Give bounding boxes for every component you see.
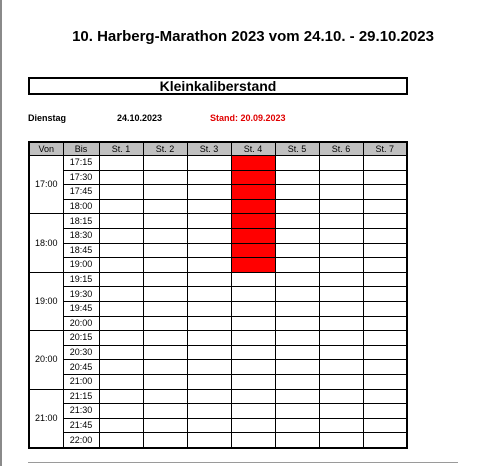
slot-cell <box>143 287 187 302</box>
slot-cell <box>99 156 143 171</box>
slot-cell <box>187 287 231 302</box>
slot-cell <box>363 214 407 229</box>
bis-cell: 21:30 <box>63 404 99 419</box>
slot-cell <box>319 214 363 229</box>
table-row <box>29 272 407 287</box>
slot-cell <box>187 433 231 448</box>
table-row <box>29 228 407 243</box>
bis-cell: 20:00 <box>63 316 99 331</box>
table-row <box>29 170 407 185</box>
slot-cell <box>187 360 231 375</box>
bis-cell: 18:30 <box>63 228 99 243</box>
slot-cell <box>99 418 143 433</box>
slot-cell <box>143 345 187 360</box>
von-cell: 20:00 <box>29 331 63 389</box>
slot-cell <box>143 214 187 229</box>
slot-cell <box>231 272 275 287</box>
slot-cell <box>231 287 275 302</box>
slot-cell <box>99 243 143 258</box>
slot-cell <box>143 228 187 243</box>
table-row <box>29 389 407 404</box>
slot-cell <box>275 389 319 404</box>
slot-cell <box>319 272 363 287</box>
header-station-2: St. 2 <box>143 142 187 156</box>
slot-cell <box>143 418 187 433</box>
table-row <box>29 258 407 273</box>
slot-cell <box>319 287 363 302</box>
slot-cell <box>99 404 143 419</box>
booked-slot-cell <box>231 170 275 185</box>
slot-cell <box>187 199 231 214</box>
booked-slot-cell <box>231 185 275 200</box>
slot-cell <box>275 301 319 316</box>
slot-cell <box>231 418 275 433</box>
bis-cell: 18:00 <box>63 199 99 214</box>
slot-cell <box>275 404 319 419</box>
table-row <box>29 301 407 316</box>
slot-cell <box>187 404 231 419</box>
header-station-5: St. 5 <box>275 142 319 156</box>
slot-cell <box>99 170 143 185</box>
slot-cell <box>99 360 143 375</box>
slot-cell <box>319 389 363 404</box>
stand-date-label: Stand: 20.09.2023 <box>210 113 286 123</box>
slot-cell <box>187 185 231 200</box>
slot-cell <box>319 404 363 419</box>
booked-slot-cell <box>231 214 275 229</box>
slot-cell <box>99 214 143 229</box>
slot-cell <box>99 185 143 200</box>
section-title: Kleinkaliberstand <box>28 77 408 95</box>
slot-cell <box>231 345 275 360</box>
header-bis: Bis <box>63 142 99 156</box>
slot-cell <box>275 243 319 258</box>
slot-cell <box>363 418 407 433</box>
slot-cell <box>363 301 407 316</box>
header-station-6: St. 6 <box>319 142 363 156</box>
slot-cell <box>319 170 363 185</box>
bis-cell: 19:30 <box>63 287 99 302</box>
bis-cell: 18:15 <box>63 214 99 229</box>
slot-cell <box>319 301 363 316</box>
von-cell: 21:00 <box>29 389 63 448</box>
slot-cell <box>187 214 231 229</box>
slot-cell <box>187 389 231 404</box>
slot-cell <box>275 228 319 243</box>
bis-cell: 17:45 <box>63 185 99 200</box>
slot-cell <box>275 214 319 229</box>
bis-cell: 21:00 <box>63 374 99 389</box>
slot-cell <box>99 433 143 448</box>
slot-cell <box>187 156 231 171</box>
schedule-header-row <box>29 142 407 156</box>
booked-slot-cell <box>231 228 275 243</box>
slot-cell <box>143 272 187 287</box>
slot-cell <box>319 360 363 375</box>
slot-cell <box>275 331 319 346</box>
slot-cell <box>275 287 319 302</box>
table-row <box>29 404 407 419</box>
booked-slot-cell <box>231 199 275 214</box>
slot-cell <box>143 374 187 389</box>
slot-cell <box>187 228 231 243</box>
slot-cell <box>363 404 407 419</box>
header-station-1: St. 1 <box>99 142 143 156</box>
bis-cell: 19:45 <box>63 301 99 316</box>
slot-cell <box>143 404 187 419</box>
header-station-4: St. 4 <box>231 142 275 156</box>
bis-cell: 20:15 <box>63 331 99 346</box>
table-row <box>29 345 407 360</box>
slot-cell <box>363 199 407 214</box>
slot-cell <box>143 243 187 258</box>
bis-cell: 17:15 <box>63 156 99 171</box>
table-row <box>29 156 407 171</box>
von-cell: 17:00 <box>29 156 63 214</box>
bis-cell: 21:15 <box>63 389 99 404</box>
header-station-7: St. 7 <box>363 142 407 156</box>
slot-cell <box>143 389 187 404</box>
slot-cell <box>319 316 363 331</box>
slot-cell <box>187 345 231 360</box>
header-von: Von <box>29 142 63 156</box>
slot-cell <box>187 170 231 185</box>
date-label: 24.10.2023 <box>117 113 163 123</box>
slot-cell <box>319 331 363 346</box>
bis-cell: 19:15 <box>63 272 99 287</box>
slot-cell <box>275 316 319 331</box>
slot-cell <box>143 258 187 273</box>
bis-cell: 22:00 <box>63 433 99 448</box>
slot-cell <box>319 199 363 214</box>
booked-slot-cell <box>231 156 275 171</box>
bis-cell: 17:30 <box>63 170 99 185</box>
slot-cell <box>231 433 275 448</box>
slot-cell <box>187 418 231 433</box>
slot-cell <box>319 418 363 433</box>
slot-cell <box>231 389 275 404</box>
slot-cell <box>143 360 187 375</box>
table-row <box>29 214 407 229</box>
schedule-table <box>28 141 408 449</box>
table-row <box>29 287 407 302</box>
slot-cell <box>275 258 319 273</box>
slot-cell <box>319 243 363 258</box>
slot-cell <box>231 316 275 331</box>
slot-cell <box>143 331 187 346</box>
slot-cell <box>363 272 407 287</box>
slot-cell <box>275 345 319 360</box>
von-cell: 19:00 <box>29 272 63 330</box>
table-row <box>29 331 407 346</box>
slot-cell <box>363 258 407 273</box>
table-row <box>29 374 407 389</box>
bis-cell: 19:00 <box>63 258 99 273</box>
slot-cell <box>275 360 319 375</box>
table-row <box>29 243 407 258</box>
slot-cell <box>319 185 363 200</box>
slot-cell <box>275 418 319 433</box>
slot-cell <box>319 156 363 171</box>
slot-cell <box>363 331 407 346</box>
slot-cell <box>363 360 407 375</box>
slot-cell <box>363 345 407 360</box>
slot-cell <box>363 389 407 404</box>
slot-cell <box>319 433 363 448</box>
table-row <box>29 199 407 214</box>
slot-cell <box>275 199 319 214</box>
slot-cell <box>99 287 143 302</box>
slot-cell <box>363 433 407 448</box>
slot-cell <box>275 272 319 287</box>
bis-cell: 18:45 <box>63 243 99 258</box>
slot-cell <box>363 170 407 185</box>
von-cell: 18:00 <box>29 214 63 272</box>
booked-slot-cell <box>231 258 275 273</box>
bis-cell: 21:45 <box>63 418 99 433</box>
footer-rule <box>28 462 458 463</box>
slot-cell <box>231 360 275 375</box>
slot-cell <box>187 316 231 331</box>
slot-cell <box>99 316 143 331</box>
slot-cell <box>319 228 363 243</box>
slot-cell <box>275 170 319 185</box>
slot-cell <box>187 374 231 389</box>
slot-cell <box>99 331 143 346</box>
slot-cell <box>143 301 187 316</box>
slot-cell <box>275 374 319 389</box>
slot-cell <box>275 156 319 171</box>
slot-cell <box>363 316 407 331</box>
slot-cell <box>231 404 275 419</box>
slot-cell <box>363 228 407 243</box>
slot-cell <box>99 374 143 389</box>
slot-cell <box>363 374 407 389</box>
bis-cell: 20:30 <box>63 345 99 360</box>
table-row <box>29 185 407 200</box>
slot-cell <box>99 345 143 360</box>
slot-cell <box>363 243 407 258</box>
slot-cell <box>319 374 363 389</box>
slot-cell <box>275 433 319 448</box>
slot-cell <box>143 316 187 331</box>
slot-cell <box>99 228 143 243</box>
slot-cell <box>231 331 275 346</box>
header-station-3: St. 3 <box>187 142 231 156</box>
table-row <box>29 360 407 375</box>
slot-cell <box>363 287 407 302</box>
slot-cell <box>187 243 231 258</box>
slot-cell <box>363 185 407 200</box>
slot-cell <box>231 301 275 316</box>
table-row <box>29 316 407 331</box>
slot-cell <box>99 199 143 214</box>
slot-cell <box>143 156 187 171</box>
slot-cell <box>143 433 187 448</box>
slot-cell <box>143 199 187 214</box>
slot-cell <box>231 374 275 389</box>
slot-cell <box>143 170 187 185</box>
slot-cell <box>99 258 143 273</box>
table-row <box>29 433 407 448</box>
slot-cell <box>187 258 231 273</box>
slot-cell <box>187 301 231 316</box>
slot-cell <box>319 345 363 360</box>
slot-cell <box>319 258 363 273</box>
booked-slot-cell <box>231 243 275 258</box>
slot-cell <box>187 272 231 287</box>
slot-cell <box>99 301 143 316</box>
weekday-label: Dienstag <box>28 113 67 123</box>
page-edge-rule <box>0 0 2 466</box>
slot-cell <box>99 272 143 287</box>
slot-cell <box>99 389 143 404</box>
bis-cell: 20:45 <box>63 360 99 375</box>
slot-cell <box>187 331 231 346</box>
slot-cell <box>143 185 187 200</box>
slot-cell <box>275 185 319 200</box>
slot-cell <box>363 156 407 171</box>
page-title: 10. Harberg-Marathon 2023 vom 24.10. - 29.10.2023 <box>72 28 434 45</box>
table-row <box>29 418 407 433</box>
